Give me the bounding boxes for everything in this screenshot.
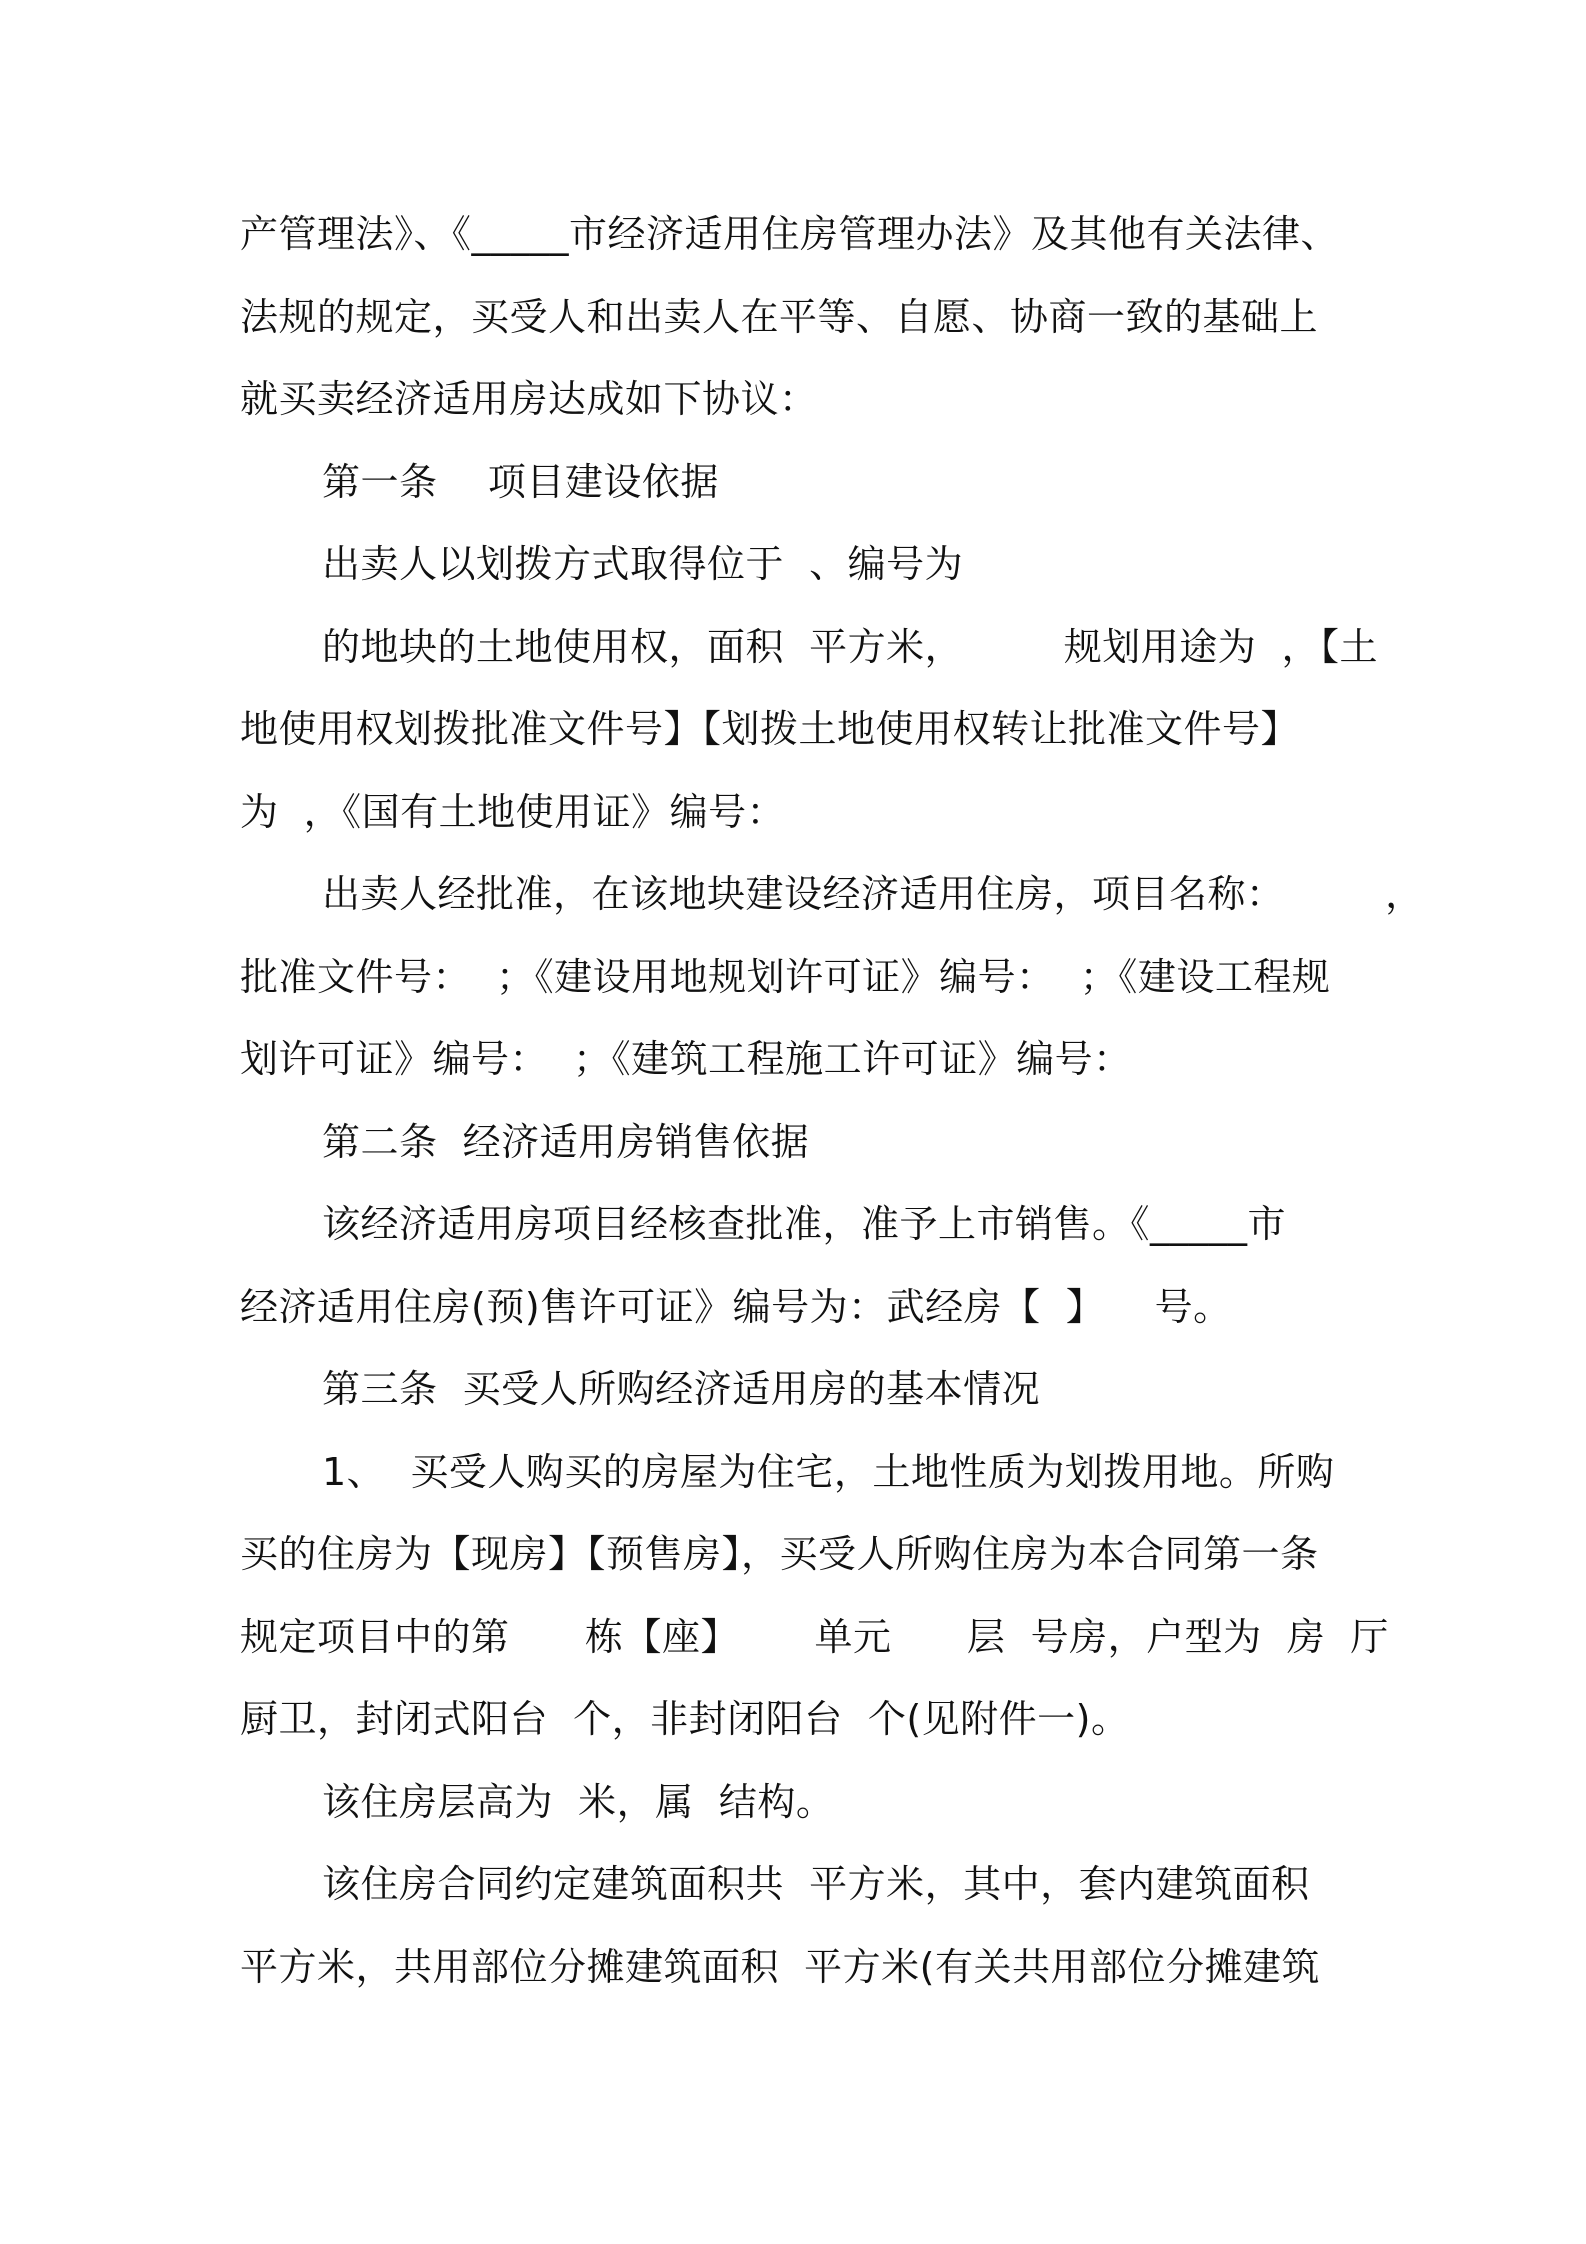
text-line: 划许可证》编号： ；《建筑工程施工许可证》编号： bbox=[240, 1037, 1132, 1081]
text-line: 该住房合同约定建筑面积共 平方米，其中，套内建筑面积 bbox=[322, 1862, 1310, 1906]
text-line: 平方米，共用部位分摊建筑面积 平方米(有关共用部位分摊建筑 bbox=[240, 1945, 1320, 1989]
text-line: 为 ，《国有土地使用证》编号： bbox=[240, 790, 786, 834]
text-line: 第二条 经济适用房销售依据 bbox=[322, 1120, 810, 1164]
text-line: 规定项目中的第 栋【座】 单元 层 号房，户型为 房 厅 bbox=[240, 1615, 1389, 1659]
text-line: 买的住房为【现房】【预售房】，买受人所购住房为本合同第一条 bbox=[240, 1532, 1319, 1576]
text-line: 地使用权划拨批准文件号】【划拨土地使用权转让批准文件号】 bbox=[240, 707, 1300, 751]
text-line: 该经济适用房项目经核查批准，准予上市销售。《_____市 bbox=[322, 1202, 1287, 1246]
text-line: 1、 买受人购买的房屋为住宅，土地性质为划拨用地。所购 bbox=[322, 1450, 1335, 1494]
text-line: 就买卖经济适用房达成如下协议： bbox=[240, 377, 818, 421]
text-line: 法规的规定，买受人和出卖人在平等、自愿、协商一致的基础上 bbox=[240, 295, 1319, 339]
text-line: 第三条 买受人所购经济适用房的基本情况 bbox=[322, 1367, 1041, 1411]
text-line: 的地块的土地使用权，面积 平方米， 规划用途为 ，【土 bbox=[322, 625, 1378, 669]
text-line: 第一条 项目建设依据 bbox=[322, 460, 719, 504]
text-line: 出卖人以划拨方式取得位于 、编号为 bbox=[322, 542, 964, 586]
text-line: 厨卫，封闭式阳台 个，非封闭阳台 个(见附件一)。 bbox=[240, 1697, 1130, 1741]
text-line: 批准文件号： ；《建设用地规划许可证》编号： ；《建设工程规 bbox=[240, 955, 1331, 999]
text-line: 出卖人经批准，在该地块建设经济适用住房，项目名称： ， bbox=[322, 872, 1424, 916]
text-line: 该住房层高为 米，属 结构。 bbox=[322, 1780, 835, 1824]
text-line: 经济适用住房(预)售许可证》编号为：武经房【 】 号。 bbox=[240, 1285, 1232, 1329]
text-line: 产管理法》、《_____市经济适用住房管理办法》及其他有关法律、 bbox=[240, 212, 1340, 256]
